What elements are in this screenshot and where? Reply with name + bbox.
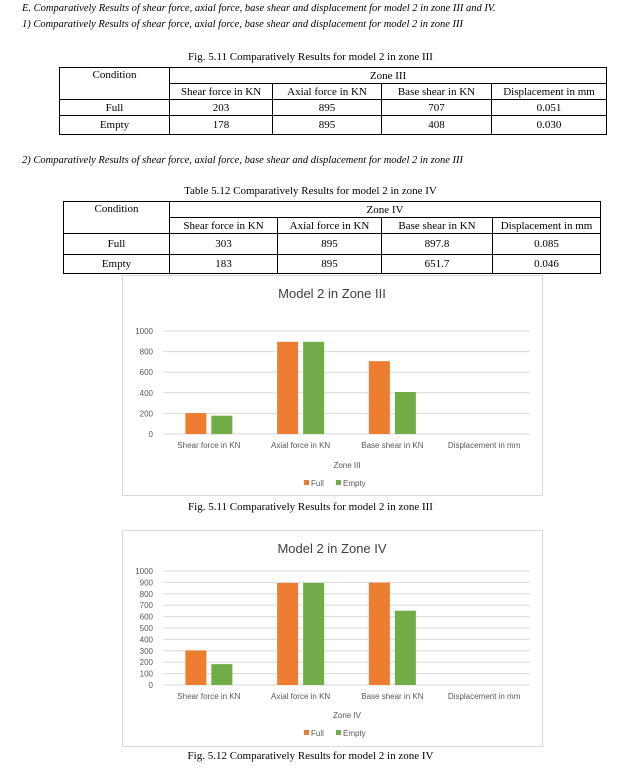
y-tick-label: 600 [139, 368, 153, 378]
legend-label-full: Full [311, 729, 324, 738]
figure1-caption: Fig. 5.11 Comparatively Results for model 2 in zone III [188, 501, 433, 513]
legend-swatch-empty [336, 480, 341, 485]
table-cell: 0.051 [492, 100, 607, 116]
table-cell: 895 [273, 100, 382, 116]
bar-full [277, 583, 298, 685]
chart-zone-iv-svg [123, 531, 542, 746]
table2-col-header: Axial force in KN [278, 218, 382, 234]
row-label: Empty [60, 116, 170, 135]
y-tick-label: 700 [139, 601, 153, 611]
chart-zone-iii-svg [123, 276, 542, 495]
x-tick-label: Base shear in KN [361, 441, 424, 450]
y-tick-label: 200 [139, 409, 153, 419]
table-cell: 0.030 [492, 116, 607, 135]
table-cell: 895 [278, 255, 382, 274]
x-axis-label: Zone III [333, 461, 361, 470]
table2-zone-header: Zone IV [170, 202, 601, 218]
y-tick-label: 500 [139, 624, 153, 633]
table-cell: 183 [170, 255, 278, 274]
row-label: Full [60, 100, 170, 116]
bar-empty [303, 342, 324, 434]
legend-label-full: Full [311, 479, 324, 488]
x-tick-label: Shear force in KN [177, 441, 241, 450]
table-cell: 897.8 [382, 234, 493, 255]
y-tick-label: 800 [139, 589, 153, 599]
subsection-2-heading: 2) Comparatively Results of shear force, axial force, base shear and displacement for model 2 in zone III [22, 155, 464, 166]
x-tick-label: Base shear in KN [361, 692, 424, 701]
table-row [64, 234, 601, 255]
table1-col-header: Displacement in mm [492, 84, 607, 100]
figure2-caption: Fig. 5.12 Comparatively Results for model 2 in zone IV [187, 750, 434, 762]
bar-empty [211, 664, 232, 685]
x-tick-label: Displacement in mm [447, 692, 521, 701]
table-cell: 408 [382, 116, 492, 135]
table-row [64, 255, 601, 274]
table-row [60, 116, 607, 135]
y-tick-label: 1000 [135, 327, 153, 336]
x-axis-label: Zone IV [332, 711, 362, 720]
x-tick-label: Axial force in KN [271, 692, 331, 701]
y-tick-label: 200 [139, 658, 153, 668]
bar-empty [395, 611, 416, 685]
y-tick-label: 600 [139, 612, 153, 622]
table-cell: 303 [170, 234, 278, 255]
x-tick-label: Shear force in KN [177, 692, 241, 701]
table-cell: 0.085 [493, 234, 601, 255]
table-cell: 895 [273, 116, 382, 135]
table-cell: 651.7 [382, 255, 493, 274]
y-tick-label: 0 [148, 681, 153, 690]
bar-full [277, 342, 298, 434]
y-tick-label: 900 [139, 578, 153, 588]
table-cell: 895 [278, 234, 382, 255]
bar-empty [395, 392, 416, 434]
table2 [63, 201, 601, 274]
bar-full [369, 583, 390, 685]
subsection-1-heading: 1) Comparatively Results of shear force, axial force, base shear and displacement for model 2 in zone III [22, 19, 464, 30]
x-tick-label: Axial force in KN [271, 441, 331, 450]
chart-title: Model 2 in Zone IV [277, 541, 387, 556]
bar-full [185, 413, 206, 434]
chart-zone-iii [122, 275, 543, 496]
table-cell: 707 [382, 100, 492, 116]
legend-swatch-empty [336, 730, 341, 735]
y-tick-label: 1000 [135, 567, 153, 576]
table1-col-header: Axial force in KN [273, 84, 382, 100]
legend-swatch-full [304, 730, 309, 735]
y-tick-label: 0 [148, 430, 153, 439]
y-tick-label: 100 [139, 669, 153, 679]
bar-empty [303, 583, 324, 685]
table1-caption: Fig. 5.11 Comparatively Results for model 2 in zone III [188, 51, 433, 63]
legend-label-empty: Empty [343, 729, 366, 738]
table2-col-header: Displacement in mm [493, 218, 601, 234]
y-tick-label: 400 [139, 388, 153, 398]
legend-swatch-full [304, 480, 309, 485]
table2-col-header: Shear force in KN [170, 218, 278, 234]
table-row [60, 100, 607, 116]
table2-col-header: Base shear in KN [382, 218, 493, 234]
table1-col-header: Base shear in KN [382, 84, 492, 100]
chart-zone-iv [122, 530, 543, 747]
table2-caption: Table 5.12 Comparatively Results for model 2 in zone IV [184, 185, 437, 197]
bar-empty [211, 416, 232, 434]
chart-title: Model 2 in Zone III [278, 286, 386, 301]
legend-label-empty: Empty [343, 479, 366, 488]
table2-condition-header: Condition [64, 202, 170, 234]
table-cell: 0.046 [493, 255, 601, 274]
y-tick-label: 300 [139, 646, 153, 656]
row-label: Empty [64, 255, 170, 274]
table1-zone-header: Zone III [170, 68, 607, 84]
table1-col-header: Shear force in KN [170, 84, 273, 100]
table1 [59, 67, 607, 135]
table-cell: 203 [170, 100, 273, 116]
table-cell: 178 [170, 116, 273, 135]
x-tick-label: Displacement in mm [447, 441, 521, 450]
table1-condition-header: Condition [60, 68, 170, 100]
y-tick-label: 400 [139, 635, 153, 645]
bar-full [185, 650, 206, 685]
bar-full [369, 361, 390, 434]
section-heading: E. Comparatively Results of shear force, axial force, base shear and displacement for model 2 in zone III and IV. [22, 3, 496, 14]
row-label: Full [64, 234, 170, 255]
y-tick-label: 800 [139, 347, 153, 357]
